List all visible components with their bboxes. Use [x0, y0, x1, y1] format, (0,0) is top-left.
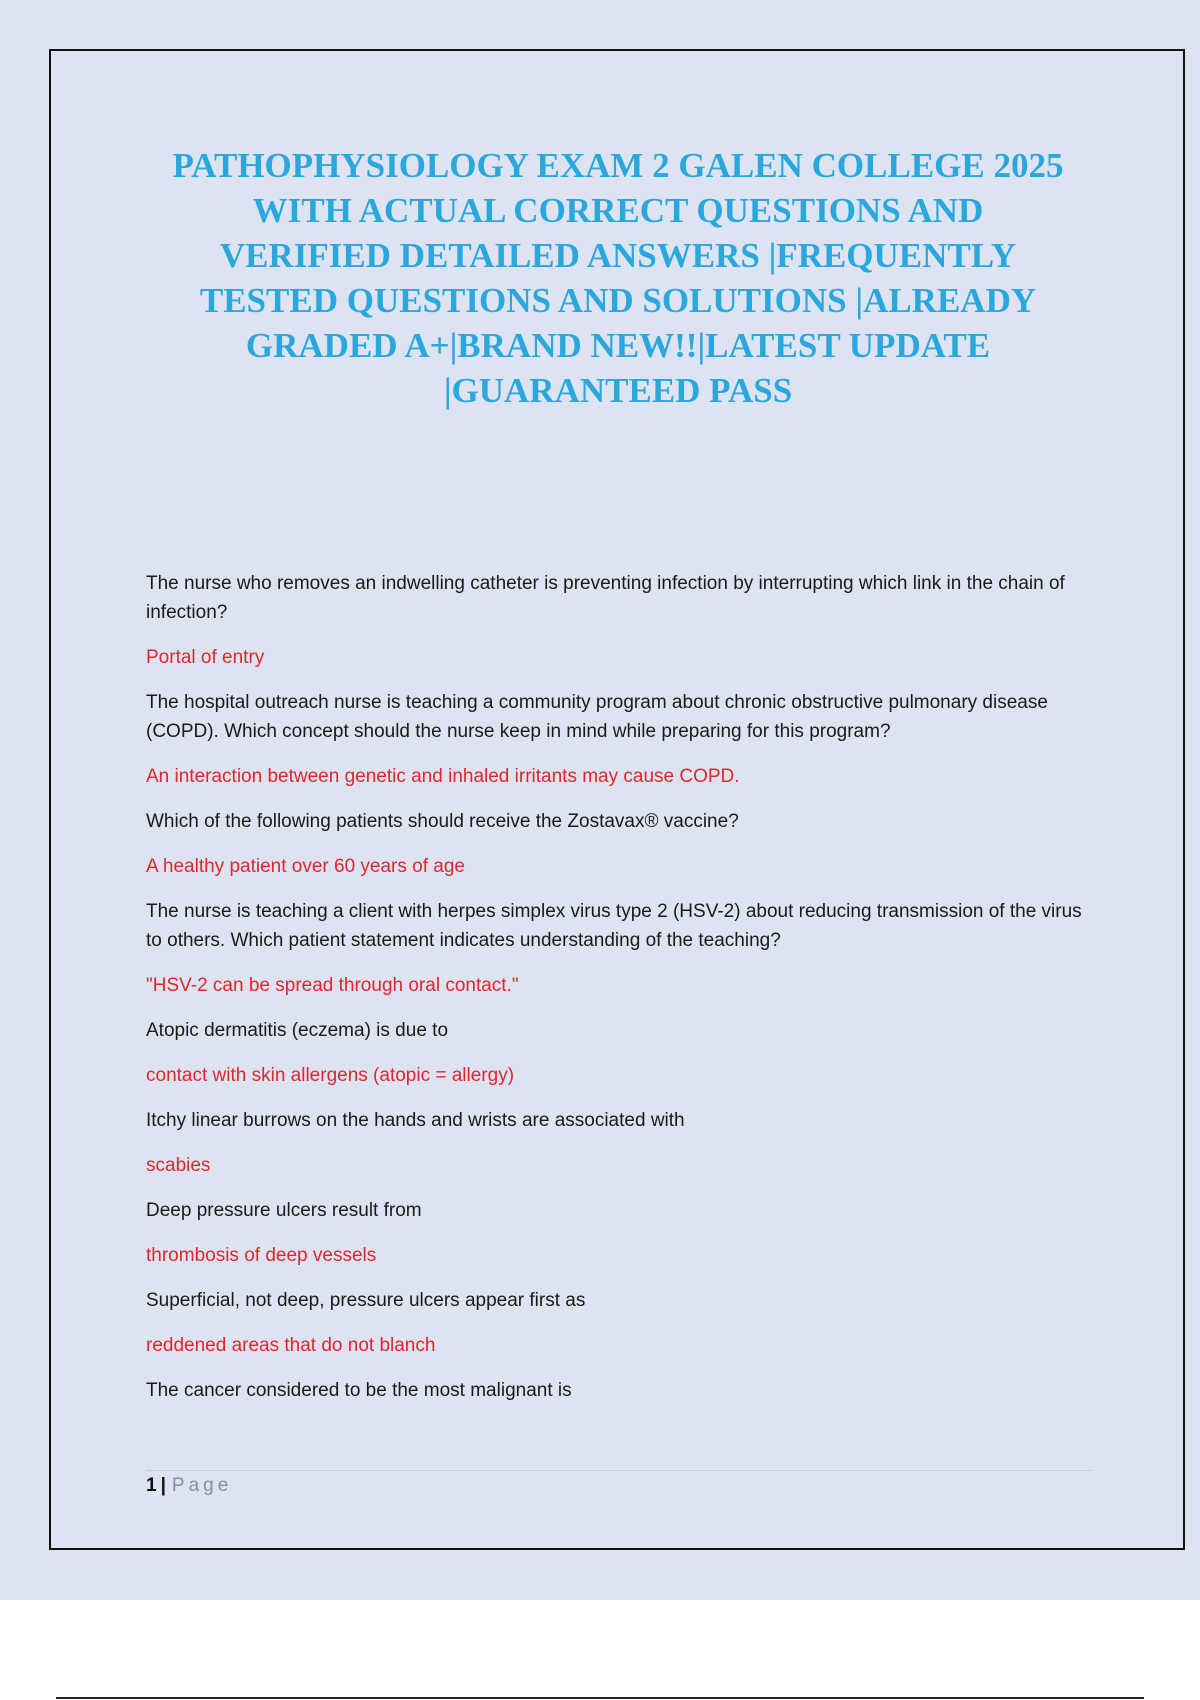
question-text: Atopic dermatitis (eczema) is due to [146, 1020, 449, 1041]
question-text: Itchy linear burrows on the hands and wrists are associated with [146, 1110, 685, 1131]
page-label: Page [171, 1475, 233, 1496]
title-line: TESTED QUESTIONS AND SOLUTIONS |ALREADY [199, 281, 1037, 320]
question-text: The nurse who removes an indwelling catheter is preventing infection by interrupting which link in the chain of infection? [146, 573, 1065, 623]
answer-text: "HSV-2 can be spread through oral contact." [146, 975, 519, 996]
document-title [60, 143, 1176, 413]
answer-text: scabies [146, 1155, 211, 1176]
answer-text: An interaction between genetic and inhaled irritants may cause COPD. [146, 766, 740, 787]
answer-text: reddened areas that do not blanch [146, 1335, 436, 1356]
title-line: PATHOPHYSIOLOGY EXAM 2 GALEN COLLEGE 2025 [172, 146, 1064, 185]
question-text: Deep pressure ulcers result from [146, 1200, 422, 1221]
question-answer-list [146, 569, 1091, 1421]
title-line: WITH ACTUAL CORRECT QUESTIONS AND [252, 191, 984, 230]
title-line: VERIFIED DETAILED ANSWERS |FREQUENTLY [219, 236, 1017, 275]
page-number: 1 [146, 1475, 157, 1496]
question-text: Which of the following patients should receive the Zostavax® vaccine? [146, 811, 739, 832]
title-line: |GUARANTEED PASS [443, 371, 793, 410]
page-footer [146, 1474, 232, 1498]
footer-separator: | [160, 1475, 166, 1496]
question-text: The cancer considered to be the most malignant is [146, 1380, 572, 1401]
answer-text: contact with skin allergens (atopic = allergy) [146, 1065, 515, 1086]
answer-text: Portal of entry [146, 647, 265, 668]
question-text: The nurse is teaching a client with herpes simplex virus type 2 (HSV-2) about reducing transmission of the virus to others. Which patient statement indicates understanding of the teaching? [146, 901, 1082, 951]
bottom-divider [56, 1697, 1144, 1699]
question-text: The hospital outreach nurse is teaching a community program about chronic obstructive pulmonary disease (COPD). Which concept should the nurse keep in mind while preparing for this program? [146, 692, 1048, 742]
answer-text: A healthy patient over 60 years of age [146, 856, 465, 877]
answer-text: thrombosis of deep vessels [146, 1245, 377, 1266]
question-text: Superficial, not deep, pressure ulcers appear first as [146, 1290, 586, 1311]
title-line: GRADED A+|BRAND NEW!!|LATEST UPDATE [245, 326, 991, 365]
footer-divider [146, 1470, 1092, 1471]
